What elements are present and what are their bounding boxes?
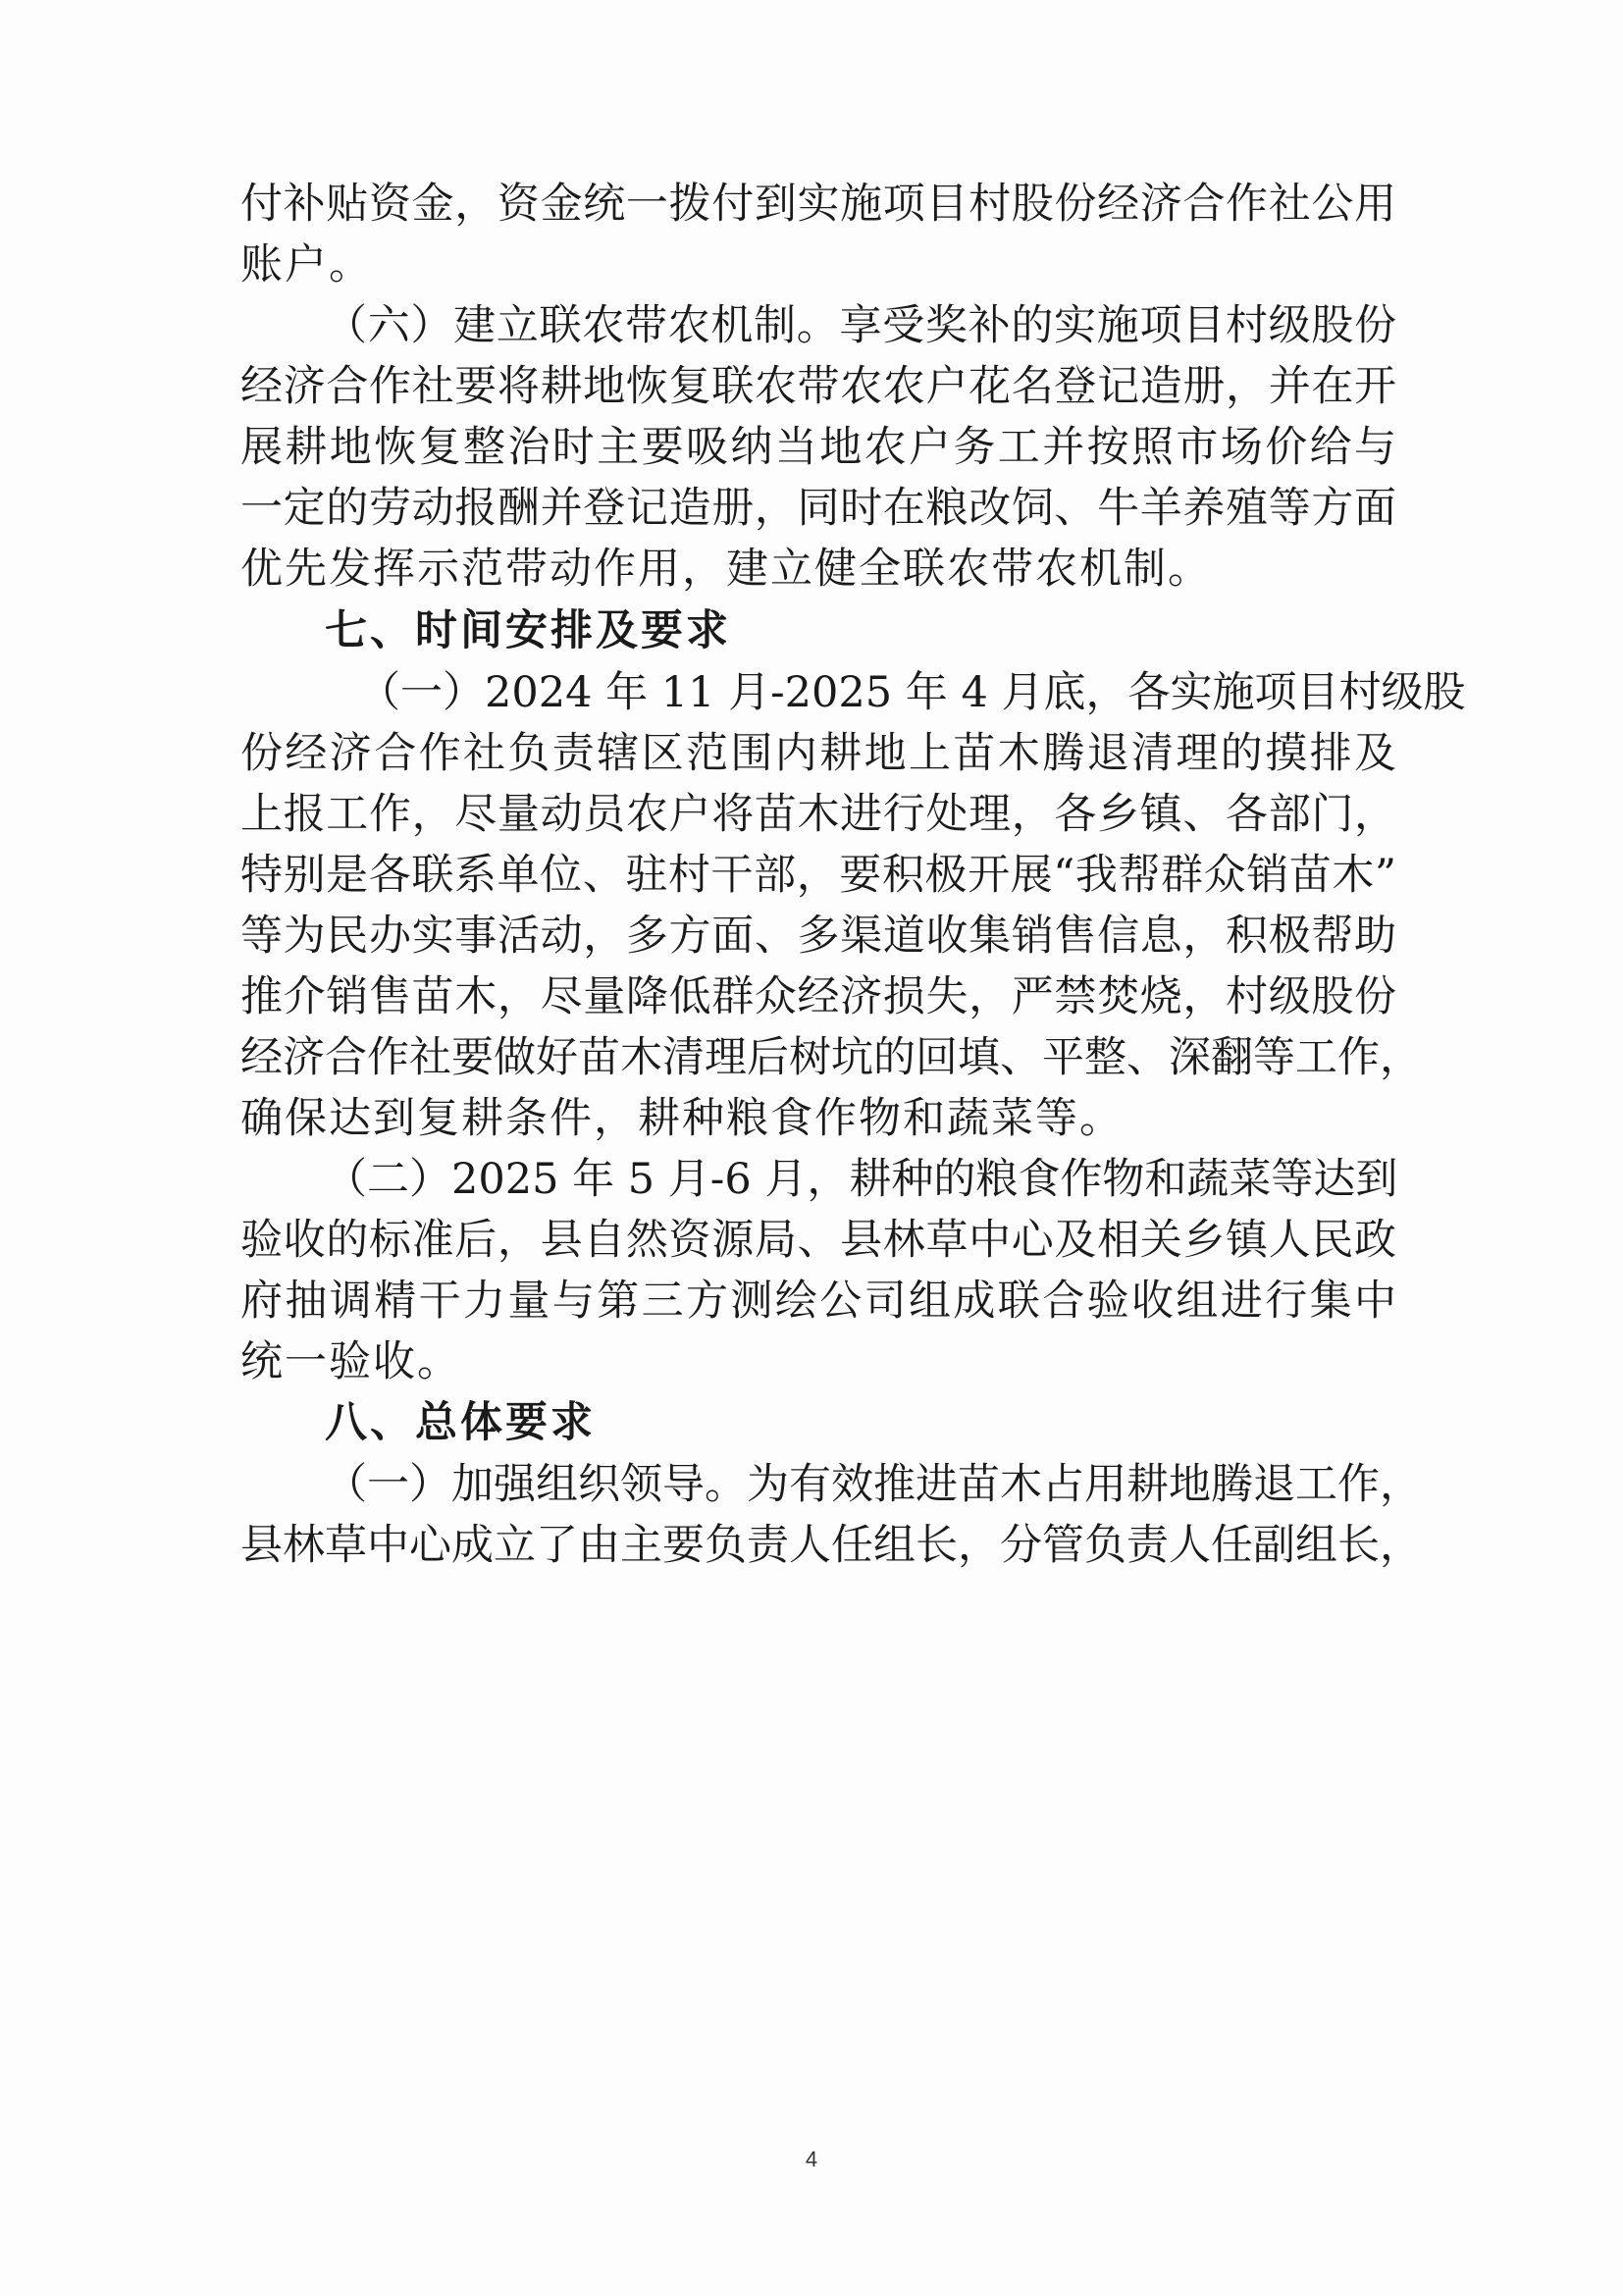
paragraph-line: 统一验收。 — [240, 1337, 461, 1386]
paragraph-line: （二）2025 年 5 月-6 月，耕种的粮食作物和蔬菜等达到 — [325, 1155, 1398, 1204]
paragraph-line: 验收的标准后，县自然资源局、县林草中心及相关乡镇人民政 — [240, 1216, 1396, 1265]
paragraph-line: 等为民办实事活动，多方面、多渠道收集销售信息，积极帮助 — [240, 912, 1396, 961]
section-heading: 七、时间安排及要求 — [325, 606, 731, 655]
paragraph-line: （六）建立联农带农机制。享受奖补的实施项目村级股份 — [325, 301, 1396, 350]
paragraph-line: 账户。 — [240, 240, 373, 289]
paragraph-line: 经济合作社要做好苗木清理后树坑的回填、平整、深翻等工作， — [240, 1033, 1422, 1082]
paragraph-line: 确保达到复耕条件，耕种粮食作物和蔬菜等。 — [240, 1094, 1124, 1143]
paragraph-line: 经济合作社要将耕地恢复联农带农农户花名登记造册，并在开 — [240, 362, 1396, 411]
paragraph-line: （一）加强组织领导。为有效推进苗木占用耕地腾退工作， — [325, 1460, 1422, 1509]
paragraph-line: 优先发挥示范带动作用，建立健全联农带农机制。 — [240, 545, 1212, 594]
section-heading: 八、总体要求 — [325, 1398, 596, 1447]
paragraph-line: 县林草中心成立了由主要负责人任组长，分管负责人任副组长， — [240, 1521, 1422, 1570]
page-number: 4 — [805, 2147, 818, 2171]
paragraph-line: （一）2024 年 11 月-2025 年 4 月底，各实施项目村级股 — [358, 668, 1466, 717]
paragraph-line: 展耕地恢复整治时主要吸纳当地农户务工并按照市场价给与 — [240, 423, 1396, 472]
paragraph-line: 付补贴资金，资金统一拨付到实施项目村股份经济合作社公用 — [240, 180, 1396, 229]
paragraph-line: 特别是各联系单位、驻村干部，要积极开展“我帮群众销苗木” — [240, 851, 1396, 900]
paragraph-line: 一定的劳动报酬并登记造册，同时在粮改饲、牛羊养殖等方面 — [240, 484, 1396, 533]
paragraph-line: 上报工作，尽量动员农户将苗木进行处理，各乡镇、各部门， — [240, 790, 1396, 839]
paragraph-line: 份经济合作社负责辖区范围内耕地上苗木腾退清理的摸排及 — [240, 729, 1396, 778]
paragraph-line: 府抽调精干力量与第三方测绘公司组成联合验收组进行集中 — [240, 1277, 1396, 1326]
paragraph-line: 推介销售苗木，尽量降低群众经济损失，严禁焚烧，村级股份 — [240, 972, 1396, 1021]
